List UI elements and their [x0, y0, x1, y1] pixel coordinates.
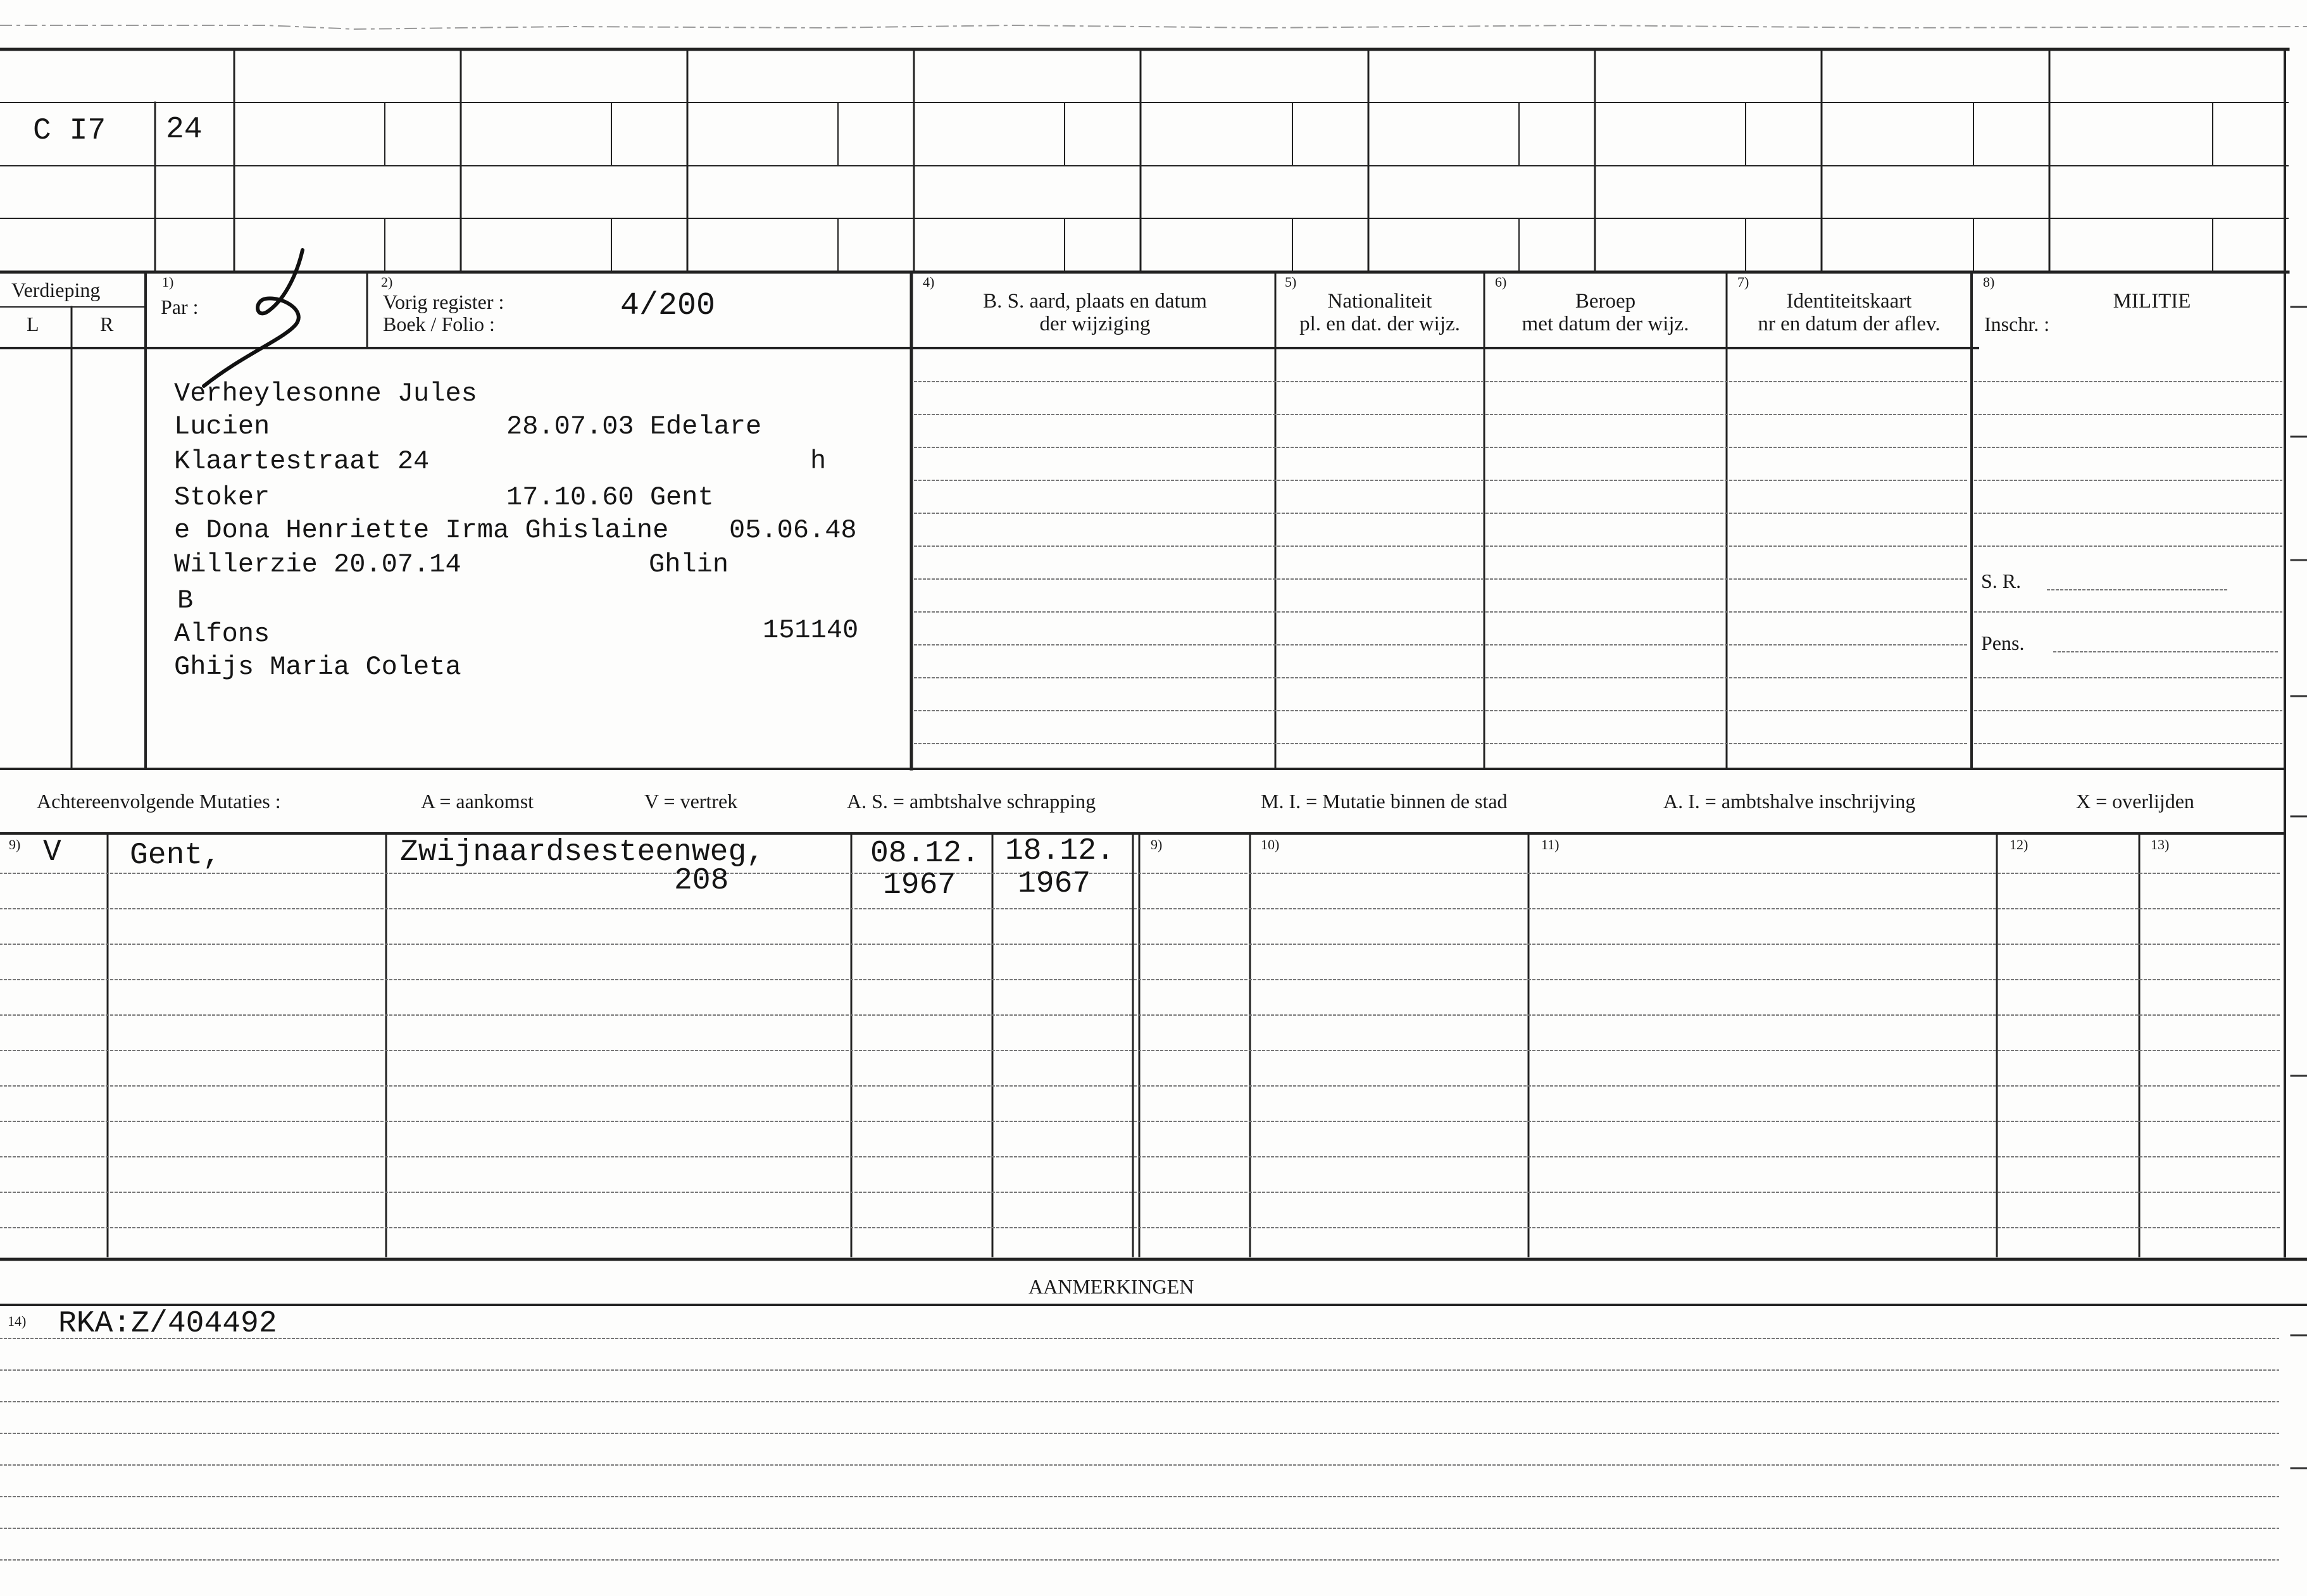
col5-number: 5) [1285, 274, 1297, 290]
col6-header-line2: met datum der wijz. [1522, 313, 1689, 335]
boek-folio-label: Boek / Folio : [383, 313, 495, 335]
mutation-place: Gent, [130, 839, 222, 873]
mut-col13-number: 13) [2151, 837, 2170, 852]
mutatie-legend-mi: M. I. = Mutatie binnen de stad [1261, 790, 1508, 813]
remarks-number: 14) [8, 1313, 27, 1329]
mutatie-legend-as: A. S. = ambtshalve schrapping [847, 790, 1096, 813]
person-second-name: Lucien [174, 411, 270, 442]
col4-number: 4) [923, 274, 935, 290]
mutaties-title: Achtereenvolgende Mutaties : [37, 790, 281, 813]
col7-number: 7) [1737, 274, 1749, 290]
person-address: Klaartestraat 24 [174, 446, 430, 477]
col5-header-line2: pl. en dat. der wijz. [1299, 313, 1460, 335]
verdieping-label: Verdieping [11, 278, 101, 301]
sr-label: S. R. [1981, 570, 2022, 592]
mut-col12-number: 12) [2010, 837, 2029, 852]
person-mother: Ghijs Maria Coleta [174, 652, 461, 682]
mutation-date1-year: 1967 [883, 868, 956, 902]
person-id-number: 151140 [763, 615, 859, 645]
verdieping-r-label: R [100, 313, 114, 335]
col7-header-line2: nr en datum der aflev. [1758, 313, 1941, 335]
person-birth: 28.07.03 Edelare [506, 411, 762, 442]
vorig-register-label: Vorig register : [383, 290, 504, 313]
mutatie-legend-x: X = overlijden [2076, 790, 2194, 813]
person-spouse: e Dona Henriette Irma Ghislaine [174, 515, 669, 546]
col4-header-line2: der wijziging [1039, 313, 1151, 335]
person-spouse-birth: Willerzie 20.07.14 [174, 549, 461, 580]
mutation-date2-year: 1967 [1018, 867, 1091, 901]
aanmerkingen-title: AANMERKINGEN [1028, 1275, 1194, 1298]
person-marriage-date: 05.06.48 [729, 515, 857, 546]
mut-col11b-number: 11) [1541, 837, 1560, 852]
mutation-street: Zwijnaardsesteenweg, [400, 835, 765, 870]
mut-col9-number: 9) [9, 837, 21, 852]
mutatie-legend-v: V = vertrek [644, 790, 738, 813]
mutation-date2-day: 18.12. [1005, 834, 1115, 868]
col4-header-line1: B. S. aard, plaats en datum [983, 290, 1207, 313]
verdieping-l-label: L [27, 313, 39, 335]
vorig-register-value: 4/200 [620, 288, 716, 324]
mutation-type: V [43, 835, 61, 870]
person-father: Alfons [174, 619, 270, 649]
mut-col10b-number: 10) [1261, 837, 1280, 852]
person-spouse-place: Ghlin [649, 549, 729, 580]
mutatie-legend-a: A = aankomst [421, 790, 534, 813]
person-nationality: B [177, 585, 194, 616]
person-surname-firstname: Verheylesonne Jules [174, 378, 477, 409]
col5-header-line1: Nationaliteit [1327, 290, 1432, 313]
pens-label: Pens. [1981, 632, 2025, 654]
par-label: Par : [161, 296, 199, 318]
mutation-house-number: 208 [674, 864, 729, 898]
card-code: C I7 [33, 114, 106, 148]
person-occupation: Stoker [174, 482, 270, 513]
card-number: 24 [166, 113, 203, 147]
mutation-date1-day: 08.12. [870, 837, 980, 871]
militie-header: MILITIE [2113, 290, 2191, 313]
col6-number: 6) [1495, 274, 1507, 290]
mut-col9b-number: 9) [1151, 837, 1163, 852]
col7-header-line1: Identiteitskaart [1786, 290, 1912, 313]
person-address-mark: h [810, 446, 827, 477]
person-occupation-date: 17.10.60 Gent [506, 482, 714, 513]
mutatie-legend-ai: A. I. = ambtshalve inschrijving [1663, 790, 1916, 813]
remarks-text: RKA:Z/404492 [58, 1307, 277, 1341]
par-number: 1) [162, 274, 174, 290]
col8-number: 8) [1983, 274, 1995, 290]
inschr-label: Inschr. : [1984, 313, 2050, 335]
vorig-number: 2) [381, 274, 393, 290]
col6-header-line1: Beroep [1575, 290, 1636, 313]
